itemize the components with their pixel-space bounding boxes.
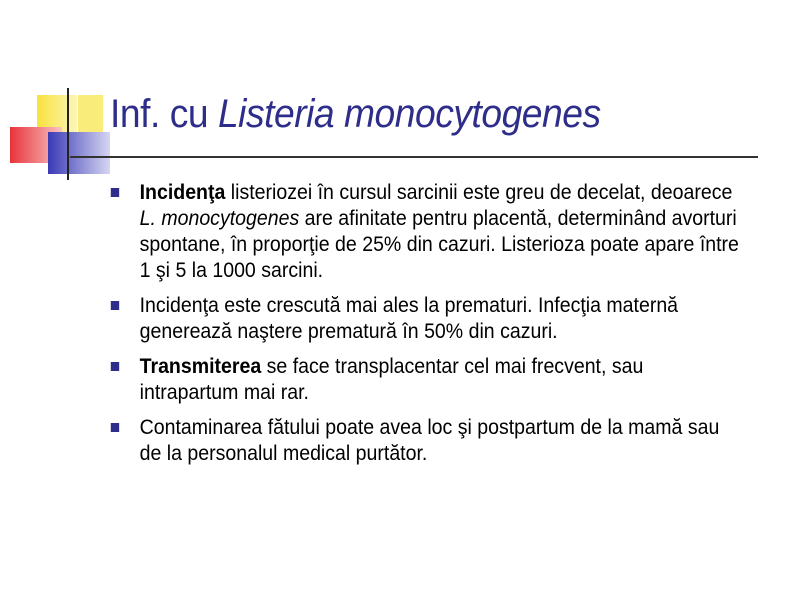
bullet-item [108, 354, 740, 406]
bullet-square-icon [111, 301, 119, 310]
bullet-bold: Incidenţa [139, 181, 226, 204]
bullet-item [108, 180, 740, 284]
bullet-text: Incidenţa este crescută mai ales la prematuri. Infecţia maternă generează naştere prematură în 50% din cazuri. [139, 294, 679, 343]
logo-blue-square [48, 132, 110, 174]
bullet-item [108, 293, 740, 345]
bullet-item [108, 415, 740, 467]
title-divider [70, 156, 758, 158]
slide-title [110, 92, 601, 137]
bullet-bold: Transmiterea [139, 355, 262, 378]
decorative-logo [0, 0, 120, 190]
bullet-text: se face transplacentar cel mai frecvent, sau intrapartum mai rar. [139, 355, 644, 404]
bullet-text: are afinitate pentru placentă, determinând avorturi spontane, în proporţie de 25% din cazuri. Listerioza poate apare între 1 şi 5 la 1000 sarcini. [139, 207, 739, 282]
bullet-list [108, 180, 788, 476]
bullet-italic: L. monocytogenes [139, 207, 300, 230]
bullet-text: listeriozei în cursul sarcinii este greu de decelat, deoarece [225, 181, 733, 204]
bullet-square-icon [111, 188, 119, 197]
bullet-square-icon [111, 423, 119, 432]
bullet-square-icon [111, 362, 119, 371]
bullet-text: Contaminarea fătului poate avea loc şi postpartum de la mamă sau de la personalul medical purtător. [139, 416, 720, 465]
logo-yellow-square-2 [78, 95, 103, 135]
title-italic: Listeria monocytogenes [217, 92, 601, 136]
title-prefix: Inf. cu [110, 92, 218, 136]
